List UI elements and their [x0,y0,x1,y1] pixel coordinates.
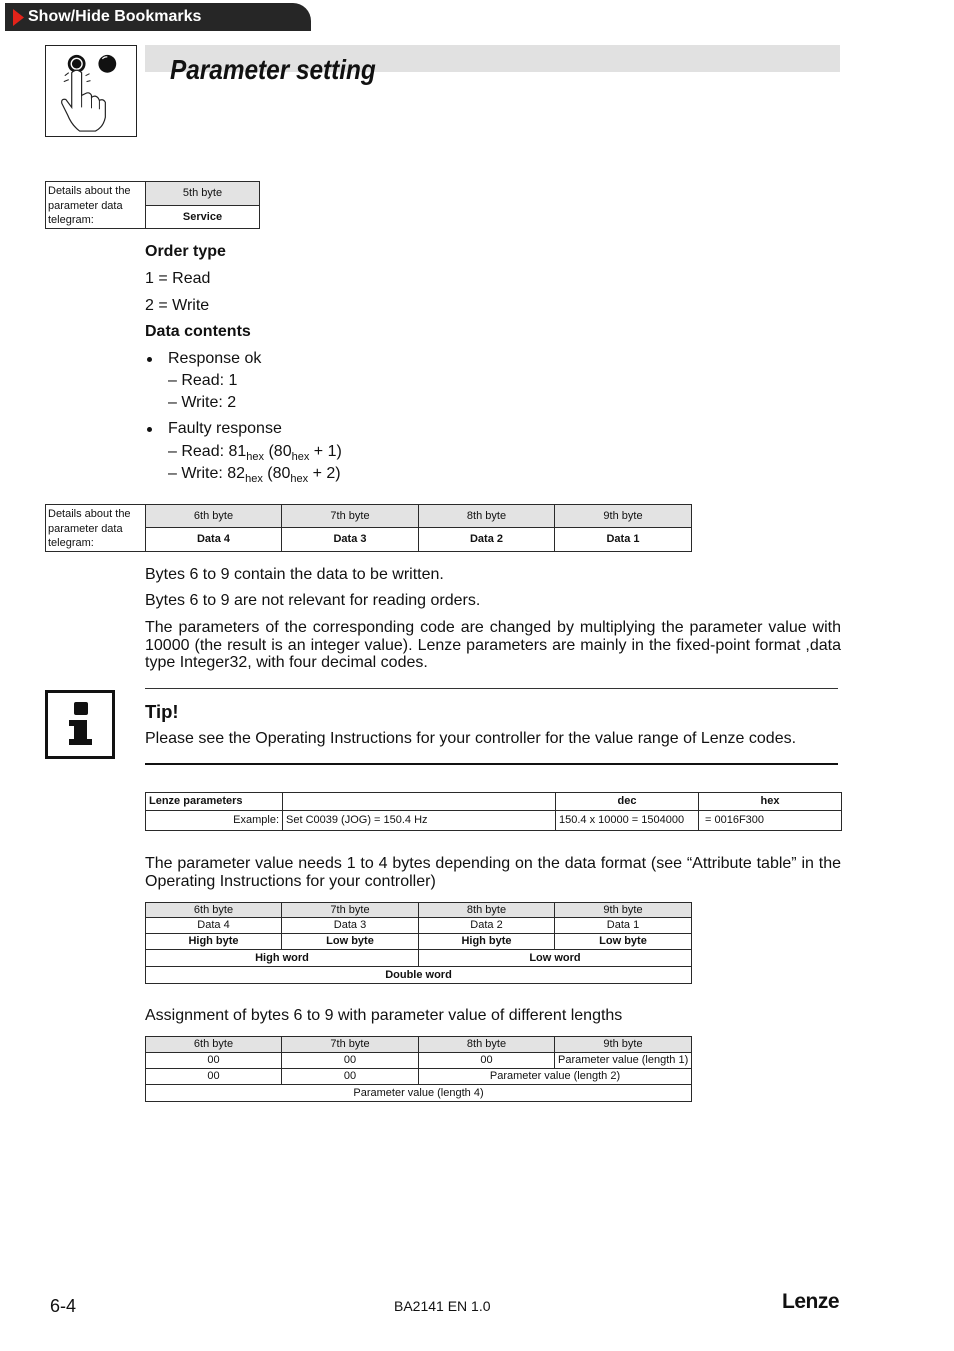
telegram-details-label: Details about the parameter data telegram: [46,505,146,552]
table-cell: 00 [146,1069,282,1085]
byte-header-6: 6th byte [146,1037,282,1053]
low-byte-cell: Low byte [282,934,419,950]
byte-header-8: 8th byte [419,903,555,918]
faulty-write-close: + 2) [308,465,341,482]
order-type-heading: Order type [145,243,226,260]
order-type-write: 2 = Write [145,297,210,314]
byte-header-9: 9th byte [555,1037,692,1053]
value-assignment-table [145,1036,692,1102]
double-word-cell: Double word [146,967,692,984]
byte-header-8: 8th byte [419,1037,555,1053]
tip-text: Please see the Operating Instructions for your controller for the value range of Lenze codes. [145,730,797,747]
hand-pressing-buttons-icon [46,46,136,136]
byte-header-8: 8th byte [419,505,555,528]
tip-icon-frame [45,690,115,759]
faulty-write-open: (80 [262,465,291,482]
lenze-table-blank-header [283,793,556,811]
example-label: Example: [146,811,283,831]
document-id: BA2141 EN 1.0 [394,1298,491,1314]
order-type-read: 1 = Read [145,270,211,287]
response-ok-write: – Write: 2 [168,394,237,411]
high-word-cell: High word [146,950,419,967]
low-word-cell: Low word [419,950,692,967]
page-title: Parameter setting [170,54,376,85]
byte-header-6: 6th byte [146,903,282,918]
lenze-logo: Lenze [782,1290,840,1313]
response-ok-label: Response ok [168,350,262,367]
faulty-read-open: (80 [264,443,292,460]
arrow-right-icon [13,9,24,26]
hex-header: hex [699,793,842,811]
byte-header-6: 6th byte [146,505,282,528]
faulty-write-text: – Write: 82 [168,465,246,482]
data-telegram-table [45,504,692,552]
data-cell-1: Data 1 [555,528,692,551]
word-structure-table [145,902,692,984]
data-cell-3: Data 3 [282,918,419,934]
table-cell: Parameter value (length 4) [146,1085,692,1102]
table-cell: 00 [282,1069,419,1085]
faulty-read-text: – Read: 81 [168,443,247,460]
high-byte-cell: High byte [146,934,282,950]
byte-header-9: 9th byte [555,505,692,528]
hex-subscript: hex [291,451,310,463]
hex-subscript: hex [245,473,263,485]
data-cell-4: Data 4 [146,918,282,934]
bullet-marker [147,427,152,432]
byte-header-7: 7th byte [282,505,419,528]
page-number: 6-4 [50,1296,77,1316]
lenze-parameters-table [145,792,842,831]
table-cell: Parameter value (length 1) [555,1053,692,1069]
faulty-response-label: Faulty response [168,420,282,437]
hex-subscript: hex [246,451,265,463]
byte-header-5: 5th byte [146,182,260,206]
bytes-written-paragraph: Bytes 6 to 9 contain the data to be written. [145,566,444,583]
bytes-read-paragraph: Bytes 6 to 9 are not relevant for reading orders. [145,592,481,609]
example-setting: Set C0039 (JOG) = 150.4 Hz [283,811,556,831]
scaling-paragraph: The parameters of the corresponding code are changed by multiplying the parameter value with 10000 (the result is an integer value). Lenze parameters are mainly in the fixed-point format ,data type Integer32, with four decimal codes. [145,619,841,671]
data-cell-2: Data 2 [419,918,555,934]
table-cell: 00 [419,1053,555,1069]
service-field: Service [146,206,260,229]
bookmarks-toggle-label: Show/Hide Bookmarks [28,8,202,25]
data-cell-1: Data 1 [555,918,692,934]
faulty-read-close: + 1) [309,443,342,460]
header-icon-frame [45,45,137,137]
data-contents-heading: Data contents [145,323,251,340]
divider [145,688,838,689]
byte-header-7: 7th byte [282,1037,419,1053]
table-cell: 00 [282,1053,419,1069]
example-dec-value: 150.4 x 10000 = 1504000 [556,811,699,831]
tip-title: Tip! [145,701,179,722]
divider [145,763,838,765]
lenze-parameters-header: Lenze parameters [146,793,283,811]
bullet-marker [147,357,152,362]
example-hex-value: = 0016F300 [699,811,842,831]
response-ok-read: – Read: 1 [168,372,238,389]
assignment-note: Assignment of bytes 6 to 9 with parameter value of different lengths [145,1007,623,1024]
table-cell: 00 [146,1053,282,1069]
data-cell-2: Data 2 [419,528,555,551]
byte-header-9: 9th byte [555,903,692,918]
table-cell: Parameter value (length 2) [419,1069,692,1085]
data-cell-3: Data 3 [282,528,419,551]
low-byte-cell: Low byte [555,934,692,950]
telegram-details-label: Details about the parameter data telegram: [46,182,146,229]
byte-header-7: 7th byte [282,903,419,918]
bookmarks-toggle-button[interactable] [5,3,311,31]
info-icon [48,693,112,756]
high-byte-cell: High byte [419,934,555,950]
faulty-response-read [168,443,342,461]
faulty-response-write [168,465,341,483]
service-telegram-table [45,181,260,229]
dec-header: dec [556,793,699,811]
data-cell-4: Data 4 [146,528,282,551]
hex-subscript: hex [290,473,309,485]
length-note-paragraph: The parameter value needs 1 to 4 bytes depending on the data format (see “Attribute table” in the Operating Instructions for your controller) [145,855,841,890]
